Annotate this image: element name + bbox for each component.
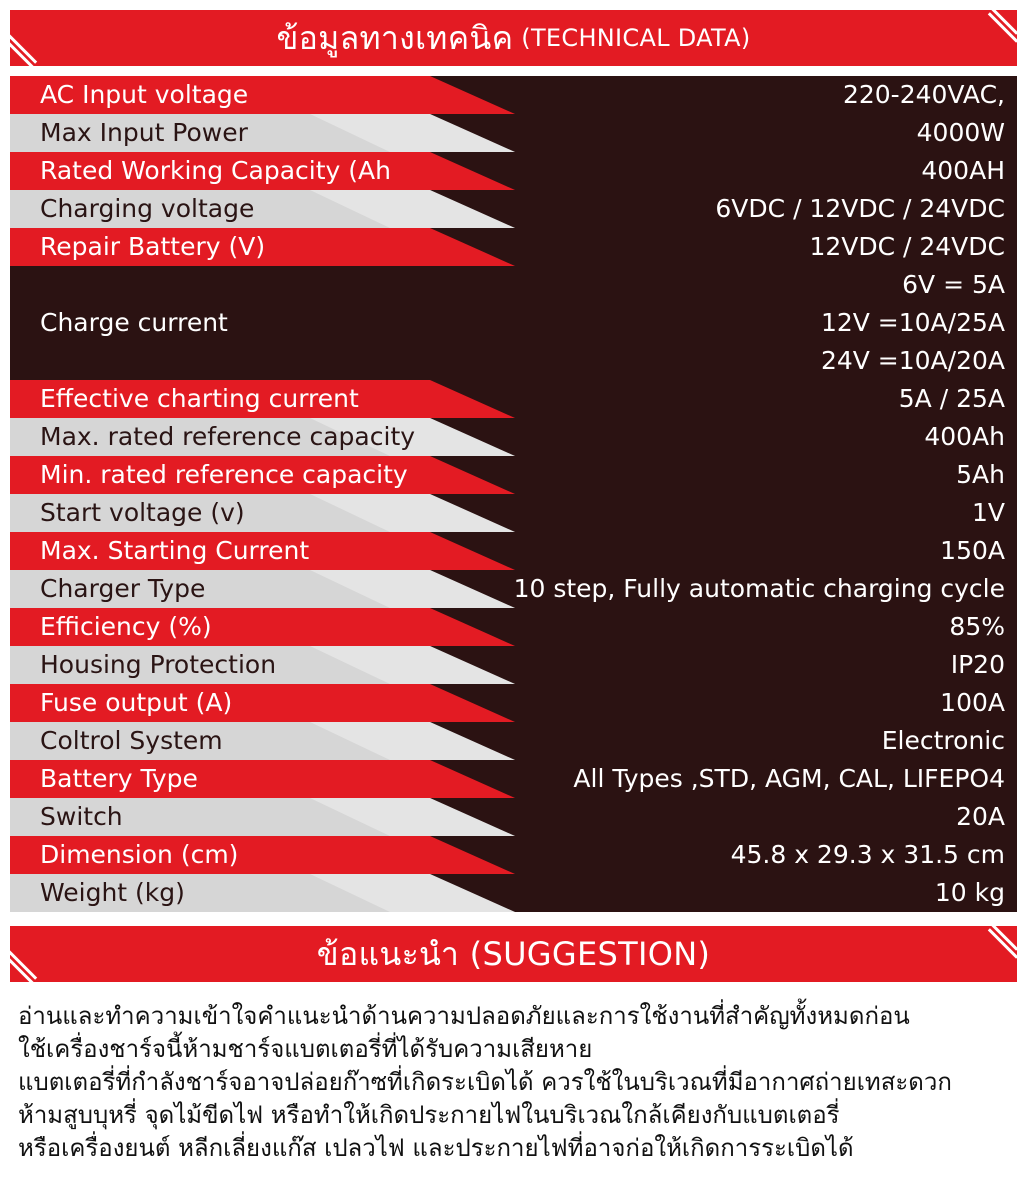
spec-label: Effective charting current	[40, 384, 359, 413]
spec-value-line: 10 kg	[934, 878, 1005, 907]
spec-row	[10, 608, 1017, 646]
spec-value-line: 4000W	[916, 118, 1005, 147]
spec-value-line: IP20	[950, 650, 1005, 679]
spec-label: Fuse output (A)	[40, 688, 233, 717]
spec-value	[951, 646, 1005, 684]
spec-value	[935, 874, 1005, 912]
spec-row	[10, 722, 1017, 760]
spec-label: Repair Battery (V)	[40, 232, 266, 261]
technical-data-title	[10, 10, 1017, 66]
spec-value	[715, 190, 1005, 228]
spec-value	[821, 266, 1005, 380]
spec-value	[940, 532, 1005, 570]
spec-row	[10, 418, 1017, 456]
spec-value-line: 45.8 x 29.3 x 31.5 cm	[730, 840, 1005, 869]
spec-label: Housing Protection	[40, 650, 277, 679]
spec-value-line: 20A	[956, 802, 1005, 831]
spec-value-line: 85%	[949, 612, 1005, 641]
spec-row	[10, 114, 1017, 152]
spec-row	[10, 228, 1017, 266]
spec-value	[949, 608, 1005, 646]
spec-row	[10, 494, 1017, 532]
spec-label: Efficiency (%)	[40, 612, 212, 641]
spec-value	[882, 722, 1005, 760]
spec-value-line: 12V =10A/25A	[820, 308, 1005, 337]
spec-value	[956, 798, 1005, 836]
spec-row	[10, 456, 1017, 494]
spec-label: Max. Starting Current	[40, 536, 310, 565]
spec-value	[956, 456, 1005, 494]
suggestion-banner	[10, 926, 1017, 982]
spec-value	[809, 228, 1005, 266]
suggestion-line: หรือเครื่องยนต์ หลีกเลี่ยงแก๊ส เปลวไฟ และประกายไฟที่อาจก่อให้เกิดการระเบิดได้	[18, 1134, 854, 1162]
spec-value-line: 150A	[940, 536, 1005, 565]
technical-data-banner	[10, 10, 1017, 66]
spec-label: Max. rated reference capacity	[40, 422, 416, 451]
specifications-table	[10, 76, 1017, 912]
spec-row	[10, 152, 1017, 190]
spec-label: Start voltage (v)	[40, 498, 245, 527]
spec-value-line: Electronic	[881, 726, 1005, 755]
spec-value	[843, 76, 1005, 114]
spec-row	[10, 836, 1017, 874]
spec-value-line: 24V =10A/20A	[820, 346, 1005, 375]
spec-value	[899, 380, 1005, 418]
spec-row	[10, 266, 1017, 380]
spec-row-background	[10, 798, 1017, 836]
spec-value-line: 220-240VAC,	[842, 80, 1005, 109]
spec-row	[10, 874, 1017, 912]
spec-value-line: 1V	[971, 498, 1005, 527]
spec-label: Weight (kg)	[40, 878, 185, 907]
spec-row	[10, 760, 1017, 798]
spec-label: Charger Type	[40, 574, 206, 603]
spec-value-line: 400Ah	[924, 422, 1005, 451]
spec-value	[940, 684, 1005, 722]
spec-row	[10, 570, 1017, 608]
spec-row	[10, 190, 1017, 228]
spec-value-line: 6V = 5A	[902, 270, 1005, 299]
technical-data-title-en: (TECHNICAL DATA)	[521, 24, 751, 52]
spec-value	[917, 114, 1005, 152]
spec-row	[10, 380, 1017, 418]
spec-row	[10, 684, 1017, 722]
suggestion-text	[18, 1000, 1018, 1165]
spec-row	[10, 532, 1017, 570]
spec-value	[573, 760, 1005, 798]
spec-value-line: 100A	[940, 688, 1005, 717]
spec-value	[972, 494, 1005, 532]
spec-value-line: 5Ah	[956, 460, 1005, 489]
spec-label: Charging voltage	[40, 194, 255, 223]
spec-value-line: All Types ,STD, AGM, CAL, LIFEPO4	[573, 764, 1005, 793]
spec-row	[10, 798, 1017, 836]
spec-value	[924, 418, 1005, 456]
spec-value-line: 12VDC / 24VDC	[809, 232, 1005, 261]
spec-value-line: 400AH	[921, 156, 1005, 185]
spec-value-line: 5A / 25A	[898, 384, 1005, 413]
spec-label: Max Input Power	[40, 118, 248, 147]
suggestion-line: อ่านและทำความเข้าใจคำแนะนำด้านความปลอดภัยและการใช้งานที่สำคัญทั้งหมดก่อน	[18, 1002, 910, 1030]
spec-label: Dimension (cm)	[40, 840, 239, 869]
suggestion-line: แบตเตอรี่ที่กำลังชาร์จอาจปล่อยก๊าซที่เกิดระเบิดได้ ควรใช้ในบริเวณที่มีอากาศถ่ายเทสะดวก	[18, 1068, 952, 1096]
spec-value-line: 10 step, Fully automatic charging cycle	[513, 574, 1005, 603]
spec-label: Switch	[40, 802, 123, 831]
spec-label: Coltrol System	[40, 726, 223, 755]
suggestion-line: ใช้เครื่องชาร์จนี้ห้ามชาร์จแบตเตอรี่ที่ได้รับความเสียหาย	[18, 1035, 593, 1063]
spec-label: Rated Working Capacity (Ah	[40, 156, 391, 185]
spec-label: Charge current	[40, 308, 228, 337]
spec-value	[514, 570, 1005, 608]
spec-row	[10, 76, 1017, 114]
spec-row	[10, 646, 1017, 684]
spec-label: Battery Type	[40, 764, 198, 793]
suggestion-line: ห้ามสูบบุหรี่ จุดไม้ขีดไฟ หรือทำให้เกิดประกายไฟในบริเวณใกล้เคียงกับแบตเตอรี่	[18, 1101, 840, 1129]
spec-value	[921, 152, 1005, 190]
spec-label: AC Input voltage	[40, 80, 249, 109]
suggestion-title: ข้อแนะนำ (SUGGESTION)	[316, 934, 711, 973]
spec-value-line: 6VDC / 12VDC / 24VDC	[715, 194, 1005, 223]
spec-value	[731, 836, 1005, 874]
technical-data-title-th: ข้อมูลทางเทคนิค	[276, 18, 514, 57]
spec-label: Min. rated reference capacity	[40, 460, 408, 489]
